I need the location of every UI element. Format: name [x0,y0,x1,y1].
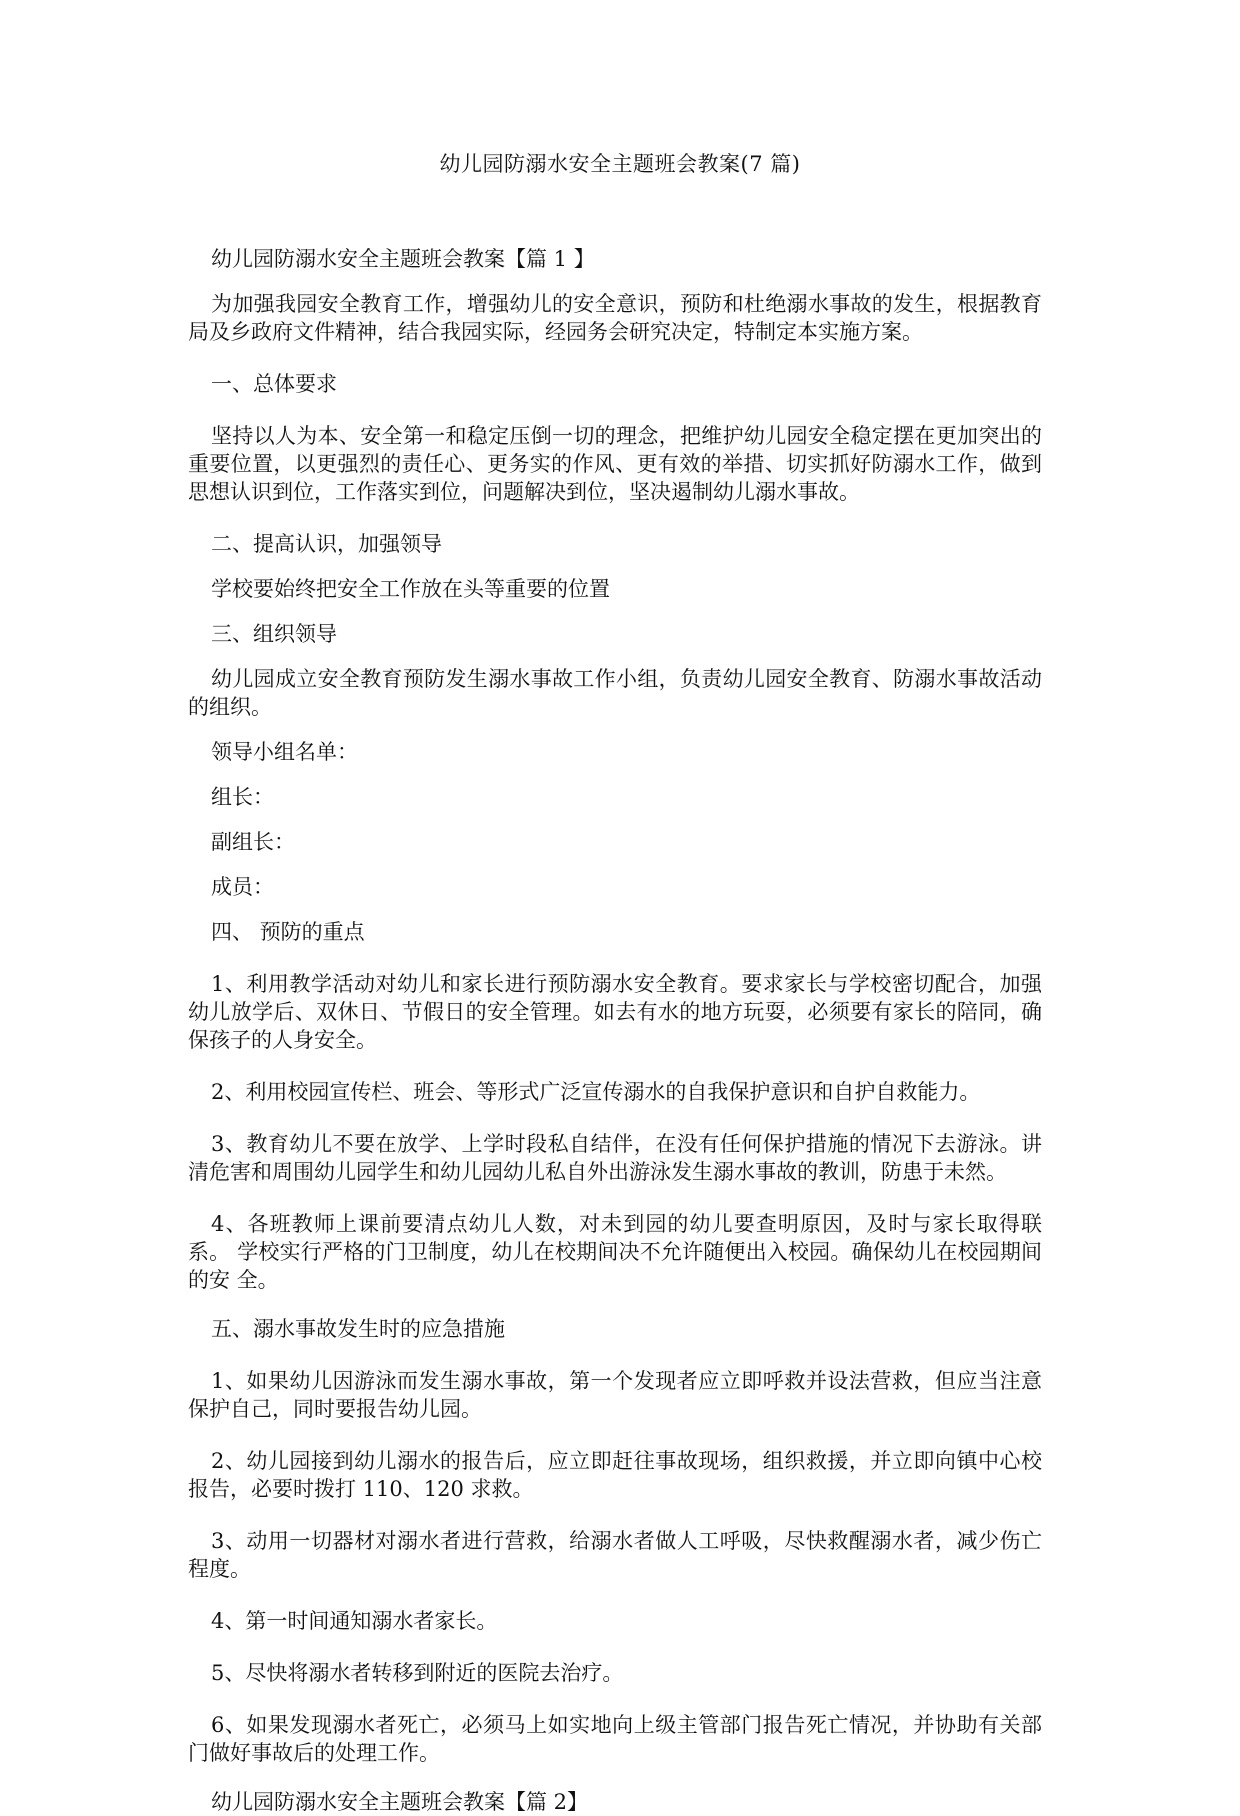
prevention-item-4: 4、各班教师上课前要清点幼儿人数，对未到园的幼儿要查明原因，及时与家长取得联系。 学校实行严格的门卫制度，幼儿在校期间决不允许随便出入校园。确保幼儿在校园期间的安 全。 [188,1212,1042,1292]
heading-raise-awareness: 二、提高认识，加强领导 [211,532,442,556]
leader-list-label: 领导小组名单： [211,740,358,764]
heading-general-requirements: 一、总体要求 [211,372,337,396]
heading-emergency-measures: 五、溺水事故发生时的应急措施 [211,1317,505,1341]
emergency-item-6: 6、如果发现溺水者死亡，必须马上如实地向上级主管部门报告死亡情况，并协助有关部 门做好事故后的处理工作。 [188,1713,1042,1765]
heading-organization: 三、组织领导 [211,622,337,646]
deputy-leader-label: 副组长： [211,830,295,854]
section-heading-article-1: 幼儿园防溺水安全主题班会教案【篇 1 】 [211,247,595,271]
paragraph-raise-awareness: 学校要始终把安全工作放在头等重要的位置 [211,577,610,601]
prevention-item-3: 3、教育幼儿不要在放学、上学时段私自结伴，在没有任何保护措施的情况下去游泳。讲 清危害和周围幼儿园学生和幼儿园幼儿私自外出游泳发生溺水事故的教训，防患于未然。 [188,1132,1042,1184]
emergency-item-1: 1、如果幼儿因游泳而发生溺水事故，第一个发现者应立即呼救并设法营救，但应当注意 保护自己，同时要报告幼儿园。 [188,1369,1042,1421]
intro-paragraph: 为加强我园安全教育工作，增强幼儿的安全意识，预防和杜绝溺水事故的发生，根据教育 局及乡政府文件精神，结合我园实际，经园务会研究决定，特制定本实施方案。 [188,292,1042,344]
prevention-item-1: 1、利用教学活动对幼儿和家长进行预防溺水安全教育。要求家长与学校密切配合，加强 幼儿放学后、双休日、节假日的安全管理。如去有水的地方玩耍，必须要有家长的陪同，确 保孩子的人身安全。 [188,972,1042,1052]
group-leader-label: 组长： [211,785,274,809]
document-title: 幼儿园防溺水安全主题班会教案(7 篇) [439,152,801,176]
emergency-item-5: 5、尽快将溺水者转移到附近的医院去治疗。 [211,1661,624,1685]
document-body [188,245,1042,1816]
section-heading-article-2: 幼儿园防溺水安全主题班会教案【篇 2】 [211,1790,589,1814]
emergency-item-3: 3、动用一切器材对溺水者进行营救，给溺水者做人工呼吸，尽快救醒溺水者，减少伤亡 程度。 [188,1529,1042,1581]
emergency-item-4: 4、第一时间通知溺水者家长。 [211,1609,498,1633]
paragraph-general-requirements: 坚持以人为本、安全第一和稳定压倒一切的理念，把维护幼儿园安全稳定摆在更加突出的 重要位置，以更强烈的责任心、更务实的作风、更有效的举措、切实抓好防溺水工作，做到 思想认识到位，工作落实到位，问题解决到位，坚决遏制幼儿溺水事故。 [188,424,1042,504]
prevention-item-2: 2、利用校园宣传栏、班会、等形式广泛宣传溺水的自我保护意识和自护自救能力。 [211,1080,981,1104]
heading-prevention-focus: 四、 预防的重点 [211,920,365,944]
members-label: 成员： [211,875,274,899]
paragraph-organization: 幼儿园成立安全教育预防发生溺水事故工作小组，负责幼儿园安全教育、防溺水事故活动 的组织。 [188,667,1042,719]
emergency-item-2: 2、幼儿园接到幼儿溺水的报告后，应立即赶往事故现场，组织救援，并立即向镇中心校 报告，必要时拨打 110、120 求救。 [188,1449,1042,1501]
